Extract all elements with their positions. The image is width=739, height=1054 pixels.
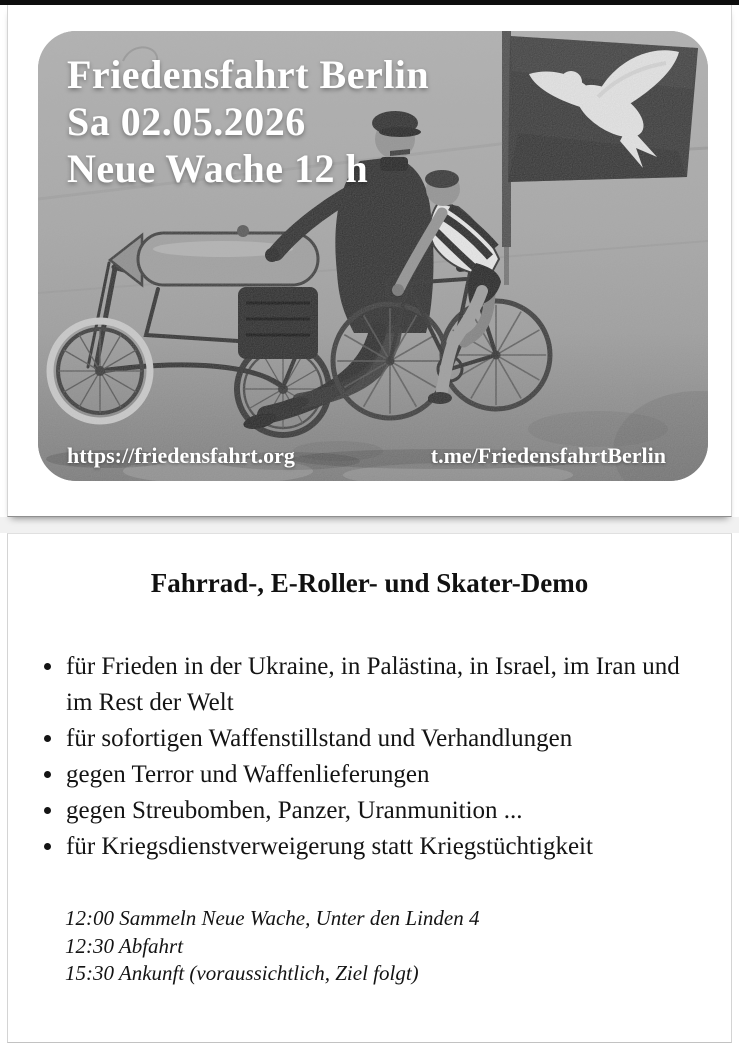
- schedule-line-2: 12:30 Abfahrt: [65, 933, 184, 958]
- flyer-title-line-1: Friedensfahrt Berlin: [67, 52, 430, 97]
- schedule-line-3: 15:30 Ankunft (voraussichtlich, Ziel folgt): [65, 961, 419, 985]
- flyer-title: [67, 51, 429, 192]
- demands-list: [48, 649, 701, 865]
- slide-1: [7, 5, 732, 517]
- flyer-photo-card: [38, 31, 708, 481]
- telegram-link[interactable]: t.me/FriedensfahrtBerlin: [430, 443, 666, 468]
- list-item: • für sofortigen Waffenstillstand und Verhandlungen: [65, 721, 701, 757]
- list-item: • gegen Streubomben, Panzer, Uranmunition ...: [65, 793, 701, 829]
- schedule-line-1: 12:00 Sammeln Neue Wache, Unter den Linden 4: [65, 906, 480, 930]
- list-item: • gegen Terror und Waffenlieferungen: [65, 757, 701, 793]
- slide-2: [7, 533, 732, 1043]
- schedule: [65, 905, 731, 988]
- website-link[interactable]: https://friedensfahrt.org: [67, 443, 295, 468]
- page-gap: [0, 517, 739, 533]
- demo-title: Fahrrad-, E-Roller- und Skater-Demo: [150, 568, 589, 598]
- flyer-footer: [67, 443, 666, 469]
- list-item: • für Kriegsdienstverweigerung statt Kriegstüchtigkeit: [65, 829, 701, 865]
- flyer-title-line-3: Neue Wache 12 h: [67, 146, 369, 191]
- flyer-title-line-2: Sa 02.05.2026: [67, 99, 306, 144]
- list-item: • für Frieden in der Ukraine, in Palästina, in Israel, im Iran und im Rest der Welt: [65, 649, 701, 721]
